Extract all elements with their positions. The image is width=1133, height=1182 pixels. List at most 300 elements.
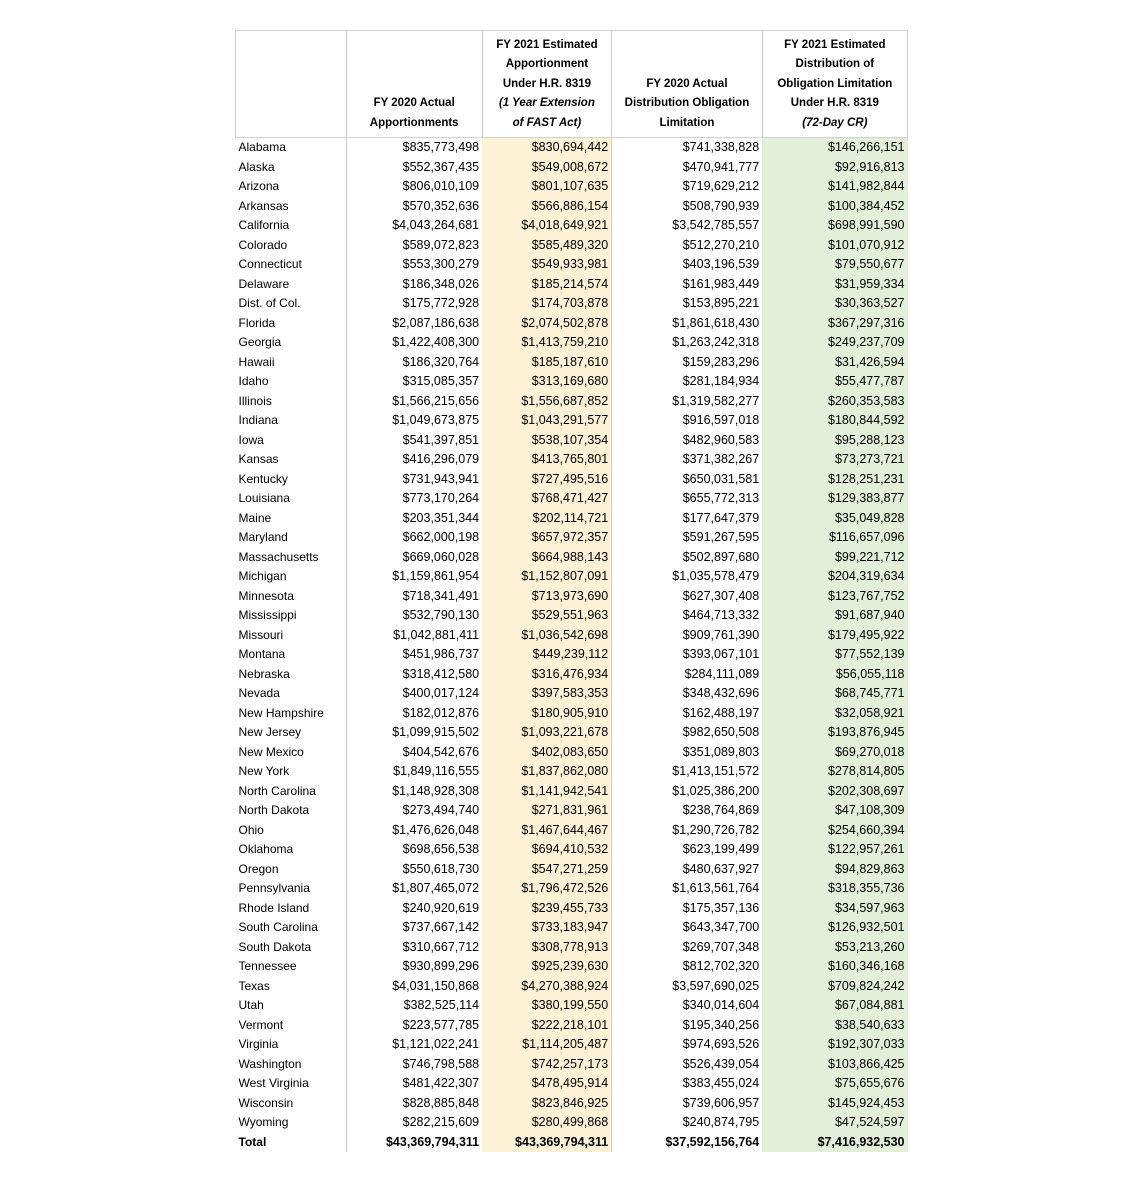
fy2020-obligation-value: $1,861,618,430 bbox=[612, 314, 762, 334]
fy2021-obligation-value: $55,477,787 bbox=[762, 372, 907, 392]
state-name: North Dakota bbox=[238, 803, 310, 817]
state-name: Oregon bbox=[238, 861, 279, 876]
fy2021-obligation-value: $92,916,813 bbox=[762, 158, 907, 178]
fy2020-apportionment-value: $186,348,026 bbox=[346, 275, 482, 295]
table-row bbox=[236, 275, 908, 295]
fy2021-obligation-value: $35,049,828 bbox=[762, 509, 907, 529]
fy2020-apportionment-value: $662,000,198 bbox=[346, 528, 482, 548]
fy2020-apportionment-value: $532,790,130 bbox=[346, 606, 482, 626]
table-row bbox=[236, 314, 908, 334]
table-row bbox=[236, 431, 908, 451]
fy2021-apportionment-value: $202,114,721 bbox=[482, 509, 612, 529]
fy2021-obligation-value: $69,270,018 bbox=[762, 743, 907, 763]
fy2021-apportionment-value: $547,271,259 bbox=[482, 860, 612, 880]
fy2021-apportionment-value: $1,467,644,467 bbox=[482, 821, 612, 841]
state-name: Dist. of Col. bbox=[238, 296, 301, 310]
state-name: Wyoming bbox=[238, 1115, 289, 1129]
fy2021-apportionment-value: $280,499,868 bbox=[482, 1113, 612, 1133]
fy2021-apportionment-value: $185,214,574 bbox=[482, 275, 612, 295]
fy2020-obligation-value: $371,382,267 bbox=[612, 450, 762, 470]
fy2021-apportionment-value: $585,489,320 bbox=[482, 236, 612, 256]
fy2021-apportionment-value: $1,036,542,698 bbox=[482, 626, 612, 646]
fy2020-obligation-value: $1,613,561,764 bbox=[612, 879, 762, 899]
header-fy2020-obligation bbox=[612, 31, 762, 138]
fy2021-obligation-value: $31,959,334 bbox=[762, 275, 907, 295]
fy2021-apportionment-value: $397,583,353 bbox=[482, 684, 612, 704]
fy2021-apportionment-value: $538,107,354 bbox=[482, 431, 612, 451]
fy2021-obligation-value: $179,495,922 bbox=[762, 626, 907, 646]
header-fy2021-apportionment bbox=[482, 31, 612, 138]
fy2020-obligation-value: $3,542,785,557 bbox=[612, 216, 762, 236]
fy2021-apportionment-value: $742,257,173 bbox=[482, 1055, 612, 1075]
header-line: Apportionment bbox=[505, 58, 589, 70]
fy2020-apportionment-value: $240,920,619 bbox=[346, 899, 482, 919]
fy2020-apportionment-value: $1,148,928,308 bbox=[346, 782, 482, 802]
fy2021-obligation-value: $38,540,633 bbox=[762, 1016, 907, 1036]
fy2021-apportionment-value: $1,796,472,526 bbox=[482, 879, 612, 899]
fy2021-apportionment-value: $694,410,532 bbox=[482, 840, 612, 860]
fy2021-apportionment-value: $449,239,112 bbox=[482, 645, 612, 665]
state-name: Arizona bbox=[238, 179, 280, 193]
fy2020-obligation-value: $269,707,348 bbox=[612, 938, 762, 958]
fy2020-apportionment-value: $773,170,264 bbox=[346, 489, 482, 509]
fy2020-apportionment-value: $416,296,079 bbox=[346, 450, 482, 470]
table-row bbox=[236, 723, 908, 743]
fy2020-obligation-value: $739,606,957 bbox=[612, 1094, 762, 1114]
fy2020-obligation-value: $393,067,101 bbox=[612, 645, 762, 665]
fy2021-apportionment-value: $4,018,649,921 bbox=[482, 216, 612, 236]
fy2020-apportionment-value: $1,121,022,241 bbox=[346, 1035, 482, 1055]
fy2021-apportionment-value: $478,495,914 bbox=[482, 1074, 612, 1094]
fy2020-obligation-value: $284,111,089 bbox=[612, 665, 762, 685]
fy2021-apportionment-value: $402,083,650 bbox=[482, 743, 612, 763]
header-line: FY 2021 Estimated bbox=[496, 38, 598, 51]
fy2020-apportionment-value: $553,300,279 bbox=[346, 255, 482, 275]
fy2021-apportionment-value: $713,973,690 bbox=[482, 587, 612, 607]
fy2021-obligation-value: $249,237,709 bbox=[762, 333, 907, 353]
table-row bbox=[236, 879, 908, 899]
fy2020-obligation-value: $1,413,151,572 bbox=[612, 762, 762, 782]
fy2020-apportionment-value: $400,017,124 bbox=[346, 684, 482, 704]
fy2020-apportionment-value: $382,525,114 bbox=[346, 996, 482, 1016]
state-name: Colorado bbox=[238, 237, 288, 252]
table-row bbox=[236, 626, 908, 646]
fy2020-obligation-value: $153,895,221 bbox=[612, 294, 762, 314]
fy2021-apportionment-value: $657,972,357 bbox=[482, 528, 612, 548]
fy2020-obligation-value: $403,196,539 bbox=[612, 255, 762, 275]
fy2021-obligation-value: $47,524,597 bbox=[762, 1113, 907, 1133]
fy2020-obligation-value: $348,432,696 bbox=[612, 684, 762, 704]
table-row bbox=[236, 138, 908, 158]
fy2021-apportionment-value: $239,455,733 bbox=[482, 899, 612, 919]
fy2020-obligation-value: $502,897,680 bbox=[612, 548, 762, 568]
fy2020-obligation-value: $480,637,927 bbox=[612, 860, 762, 880]
table-row bbox=[236, 470, 908, 490]
fy2020-apportionment-value: $310,667,712 bbox=[346, 938, 482, 958]
fy2021-obligation-value: $31,426,594 bbox=[762, 353, 907, 373]
fy2021-obligation-value: $260,353,583 bbox=[762, 392, 907, 412]
fy2021-apportionment-value: $1,152,807,091 bbox=[482, 567, 612, 587]
state-name: Connecticut bbox=[238, 257, 302, 271]
fy2020-apportionment-value: $203,351,344 bbox=[346, 509, 482, 529]
table-row bbox=[236, 762, 908, 782]
table-row bbox=[236, 528, 908, 548]
table-row bbox=[236, 255, 908, 275]
fy2021-apportionment-value: $1,093,221,678 bbox=[482, 723, 612, 743]
state-name: South Carolina bbox=[238, 920, 318, 934]
table-row bbox=[236, 743, 908, 763]
fy2020-apportionment-value: $1,807,465,072 bbox=[346, 879, 482, 899]
fy2020-obligation-value: $591,267,595 bbox=[612, 528, 762, 548]
fy2021-obligation-value: $122,957,261 bbox=[762, 840, 907, 860]
table-row bbox=[236, 704, 908, 724]
total-label: Total bbox=[238, 1134, 267, 1149]
fy2020-apportionment-value: $731,943,941 bbox=[346, 470, 482, 490]
fy2021-apportionment-value: $413,765,801 bbox=[482, 450, 612, 470]
header-line: (72-Day CR) bbox=[802, 116, 868, 129]
fy2021-obligation-value: $204,319,634 bbox=[762, 567, 907, 587]
table-row bbox=[236, 957, 908, 977]
fy2020-apportionment-value: $1,566,215,656 bbox=[346, 392, 482, 412]
fy2020-obligation-value: $1,035,578,479 bbox=[612, 567, 762, 587]
fy2020-obligation-value: $161,983,449 bbox=[612, 275, 762, 295]
fy2020-apportionment-value: $282,215,609 bbox=[346, 1113, 482, 1133]
fy2021-obligation-value: $94,829,863 bbox=[762, 860, 907, 880]
fy2020-apportionment-value: $930,899,296 bbox=[346, 957, 482, 977]
fy2020-obligation-value: $812,702,320 bbox=[612, 957, 762, 977]
table-row bbox=[236, 918, 908, 938]
fy2020-obligation-value: $159,283,296 bbox=[612, 353, 762, 373]
fy2020-apportionment-value: $223,577,785 bbox=[346, 1016, 482, 1036]
state-name: Wisconsin bbox=[238, 1095, 294, 1110]
fy2020-apportionment-value: $550,618,730 bbox=[346, 860, 482, 880]
fy2020-obligation-value: $1,263,242,318 bbox=[612, 333, 762, 353]
fy2021-apportionment-value: $271,831,961 bbox=[482, 801, 612, 821]
fy2020-apportionment-value: $698,656,538 bbox=[346, 840, 482, 860]
state-name: Pennsylvania bbox=[238, 881, 310, 895]
state-name: Nevada bbox=[238, 686, 280, 700]
state-name: Delaware bbox=[238, 276, 290, 291]
fy2021-apportionment-value: $549,933,981 bbox=[482, 255, 612, 275]
state-name: Washington bbox=[238, 1056, 302, 1071]
state-name: Vermont bbox=[238, 1017, 284, 1032]
fy2020-obligation-value: $526,439,054 bbox=[612, 1055, 762, 1075]
table-row bbox=[236, 509, 908, 529]
fy2021-apportionment-value: $727,495,516 bbox=[482, 470, 612, 490]
state-name: California bbox=[238, 218, 290, 232]
state-name: Texas bbox=[238, 978, 270, 993]
fy2021-apportionment-value: $823,846,925 bbox=[482, 1094, 612, 1114]
header-line: Under H.R. 8319 bbox=[790, 97, 879, 109]
fy2021-obligation-value: $160,346,168 bbox=[762, 957, 907, 977]
table-row bbox=[236, 333, 908, 353]
fy2021-obligation-value: $709,824,242 bbox=[762, 977, 907, 997]
fy2020-obligation-value: $340,014,604 bbox=[612, 996, 762, 1016]
state-name: New Mexico bbox=[238, 744, 304, 759]
table-row bbox=[236, 587, 908, 607]
table-row bbox=[236, 1035, 908, 1055]
fy2021-obligation-value: $318,355,736 bbox=[762, 879, 907, 899]
fy2021-apportionment-value: $1,114,205,487 bbox=[482, 1035, 612, 1055]
state-name: South Dakota bbox=[238, 939, 312, 954]
fy2020-apportionment-value: $669,060,028 bbox=[346, 548, 482, 568]
fy2020-obligation-value: $909,761,390 bbox=[612, 626, 762, 646]
table-row bbox=[236, 938, 908, 958]
fy2021-obligation-value: $146,266,151 bbox=[762, 138, 907, 158]
fy2020-obligation-value: $623,199,499 bbox=[612, 840, 762, 860]
fy2021-obligation-value: $75,655,676 bbox=[762, 1074, 907, 1094]
table-row bbox=[236, 216, 908, 236]
header-state bbox=[236, 31, 347, 138]
table-row bbox=[236, 1016, 908, 1036]
fy2021-apportionment-value: $1,141,942,541 bbox=[482, 782, 612, 802]
state-name: Alabama bbox=[236, 138, 347, 158]
fy2021-obligation-value: $180,844,592 bbox=[762, 411, 907, 431]
fy2020-obligation-value: $916,597,018 bbox=[612, 411, 762, 431]
state-name: Georgia bbox=[238, 335, 282, 349]
fy2021-apportionment-value: $313,169,680 bbox=[482, 372, 612, 392]
fy2021-apportionment-value: $566,886,154 bbox=[482, 197, 612, 217]
total-fy2020-apportionment-value: $43,369,794,311 bbox=[346, 1133, 482, 1153]
fy2021-obligation-value: $101,070,912 bbox=[762, 236, 907, 256]
header-line: (1 Year Extension bbox=[498, 97, 595, 109]
state-name: Massachusetts bbox=[238, 549, 319, 564]
state-name: Idaho bbox=[238, 374, 269, 388]
fy2020-apportionment-value: $1,476,626,048 bbox=[346, 821, 482, 841]
fy2020-obligation-value: $508,790,939 bbox=[612, 197, 762, 217]
fy2020-obligation-value: $383,455,024 bbox=[612, 1074, 762, 1094]
fy2020-apportionment-value: $481,422,307 bbox=[346, 1074, 482, 1094]
fy2021-apportionment-value: $1,837,862,080 bbox=[482, 762, 612, 782]
fy2021-obligation-value: $698,991,590 bbox=[762, 216, 907, 236]
fy2020-obligation-value: $655,772,313 bbox=[612, 489, 762, 509]
fy2021-obligation-value: $79,550,677 bbox=[762, 255, 907, 275]
table-row bbox=[236, 899, 908, 919]
table-row bbox=[236, 860, 908, 880]
fy2021-obligation-value: $141,982,844 bbox=[762, 177, 907, 197]
state-name: West Virginia bbox=[238, 1076, 309, 1090]
fy2020-apportionment-value: $1,422,408,300 bbox=[346, 333, 482, 353]
table-row bbox=[236, 782, 908, 802]
fy2020-obligation-value: $175,357,136 bbox=[612, 899, 762, 919]
fy2020-obligation-value: $482,960,583 bbox=[612, 431, 762, 451]
fy2020-obligation-value: $470,941,777 bbox=[612, 158, 762, 178]
state-name: Mississippi bbox=[238, 608, 297, 622]
table-row bbox=[236, 158, 908, 178]
fy2020-apportionment-value: $737,667,142 bbox=[346, 918, 482, 938]
fy2021-obligation-value: $116,657,096 bbox=[762, 528, 907, 548]
fy2021-obligation-value: $367,297,316 bbox=[762, 314, 907, 334]
header-line: FY 2020 Actual bbox=[373, 97, 455, 109]
table-row bbox=[236, 548, 908, 568]
state-name: Arkansas bbox=[238, 198, 289, 213]
state-name: Illinois bbox=[238, 393, 272, 408]
table-row bbox=[236, 1113, 908, 1133]
fy2021-obligation-value: $129,383,877 bbox=[762, 489, 907, 509]
state-name: Maine bbox=[238, 510, 272, 525]
fy2020-obligation-value: $177,647,379 bbox=[612, 509, 762, 529]
fy2021-obligation-value: $53,213,260 bbox=[762, 938, 907, 958]
fy2020-apportionment-value: $835,773,498 bbox=[346, 138, 482, 158]
fy2021-obligation-value: $99,221,712 bbox=[762, 548, 907, 568]
fy2021-obligation-value: $68,745,771 bbox=[762, 684, 907, 704]
fy2021-obligation-value: $103,866,425 bbox=[762, 1055, 907, 1075]
header-line: FY 2020 Actual bbox=[646, 77, 728, 90]
state-name: Hawaii bbox=[238, 354, 275, 369]
fy2020-apportionment-value: $828,885,848 bbox=[346, 1094, 482, 1114]
state-name: New York bbox=[238, 764, 290, 778]
fy2020-apportionment-value: $186,320,764 bbox=[346, 353, 482, 373]
table-row bbox=[236, 606, 908, 626]
fy2021-apportionment-value: $664,988,143 bbox=[482, 548, 612, 568]
fy2020-apportionment-value: $175,772,928 bbox=[346, 294, 482, 314]
fy2021-obligation-value: $47,108,309 bbox=[762, 801, 907, 821]
fy2020-apportionment-value: $1,049,673,875 bbox=[346, 411, 482, 431]
fy2021-obligation-value: $192,307,033 bbox=[762, 1035, 907, 1055]
fy2021-apportionment-value: $768,471,427 bbox=[482, 489, 612, 509]
state-name: Minnesota bbox=[238, 588, 294, 603]
fy2021-apportionment-value: $316,476,934 bbox=[482, 665, 612, 685]
table-row bbox=[236, 977, 908, 997]
state-name: Kansas bbox=[238, 452, 279, 466]
header-row bbox=[236, 31, 908, 138]
state-name: Indiana bbox=[238, 413, 278, 427]
fy2021-obligation-value: $145,924,453 bbox=[762, 1094, 907, 1114]
header-line: FY 2021 Estimated bbox=[784, 38, 886, 51]
state-name: New Hampshire bbox=[238, 705, 324, 720]
table-row bbox=[236, 353, 908, 373]
fy2021-apportionment-value: $1,556,687,852 bbox=[482, 392, 612, 412]
fy2020-obligation-value: $162,488,197 bbox=[612, 704, 762, 724]
fy2020-obligation-value: $741,338,828 bbox=[612, 138, 762, 158]
fy2021-apportionment-value: $830,694,442 bbox=[482, 138, 612, 158]
state-name: Ohio bbox=[238, 822, 264, 837]
fy2021-apportionment-value: $1,413,759,210 bbox=[482, 333, 612, 353]
fy2020-obligation-value: $351,089,803 bbox=[612, 743, 762, 763]
fy2020-obligation-value: $982,650,508 bbox=[612, 723, 762, 743]
table-row bbox=[236, 1094, 908, 1114]
fy2021-obligation-value: $34,597,963 bbox=[762, 899, 907, 919]
fy2020-apportionment-value: $718,341,491 bbox=[346, 587, 482, 607]
table-row bbox=[236, 197, 908, 217]
state-name: Oklahoma bbox=[238, 842, 294, 856]
total-fy2020-obligation-value: $37,592,156,764 bbox=[612, 1133, 762, 1153]
fy2020-obligation-value: $650,031,581 bbox=[612, 470, 762, 490]
fy2020-obligation-value: $281,184,934 bbox=[612, 372, 762, 392]
fy2021-apportionment-value: $185,187,610 bbox=[482, 353, 612, 373]
total-fy2021-apportionment-value: $43,369,794,311 bbox=[482, 1133, 612, 1153]
table-row bbox=[236, 1074, 908, 1094]
header-line: of FAST Act) bbox=[512, 116, 582, 129]
state-name: Alaska bbox=[238, 159, 275, 174]
fy2020-apportionment-value: $1,099,915,502 bbox=[346, 723, 482, 743]
fy2020-apportionment-value: $4,043,264,681 bbox=[346, 216, 482, 236]
fy2021-apportionment-value: $801,107,635 bbox=[482, 177, 612, 197]
state-name: New Jersey bbox=[238, 725, 302, 739]
fy2021-apportionment-value: $222,218,101 bbox=[482, 1016, 612, 1036]
fy2021-obligation-value: $254,660,394 bbox=[762, 821, 907, 841]
fy2021-obligation-value: $77,552,139 bbox=[762, 645, 907, 665]
fy2021-apportionment-value: $925,239,630 bbox=[482, 957, 612, 977]
header-line: Under H.R. 8319 bbox=[502, 77, 592, 90]
fy2021-apportionment-value: $4,270,388,924 bbox=[482, 977, 612, 997]
state-name: Florida bbox=[238, 315, 276, 330]
fy2020-apportionment-value: $570,352,636 bbox=[346, 197, 482, 217]
table-row bbox=[236, 645, 908, 665]
total-fy2021-obligation-value: $7,416,932,530 bbox=[762, 1133, 907, 1153]
table-row bbox=[236, 821, 908, 841]
fy2021-obligation-value: $123,767,752 bbox=[762, 587, 907, 607]
header-line: Distribution of bbox=[795, 58, 875, 70]
state-name: Virginia bbox=[238, 1037, 279, 1051]
state-name: Iowa bbox=[238, 432, 264, 447]
header-fy2021-obligation bbox=[762, 31, 907, 138]
fy2020-apportionment-value: $806,010,109 bbox=[346, 177, 482, 197]
fy2021-obligation-value: $73,273,721 bbox=[762, 450, 907, 470]
header-line: Limitation bbox=[659, 116, 715, 129]
fy2021-obligation-value: $30,363,527 bbox=[762, 294, 907, 314]
header-fy2020-apportionments bbox=[346, 31, 482, 138]
table-row bbox=[236, 372, 908, 392]
fy2020-obligation-value: $1,025,386,200 bbox=[612, 782, 762, 802]
fy2020-obligation-value: $195,340,256 bbox=[612, 1016, 762, 1036]
state-name: Missouri bbox=[238, 627, 284, 642]
state-name: Michigan bbox=[238, 569, 287, 583]
table-row bbox=[236, 294, 908, 314]
fy2020-obligation-value: $3,597,690,025 bbox=[612, 977, 762, 997]
fy2020-apportionment-value: $451,986,737 bbox=[346, 645, 482, 665]
fy2021-obligation-value: $91,687,940 bbox=[762, 606, 907, 626]
fy2020-obligation-value: $1,290,726,782 bbox=[612, 821, 762, 841]
fy2020-obligation-value: $240,874,795 bbox=[612, 1113, 762, 1133]
fy2021-apportionment-value: $733,183,947 bbox=[482, 918, 612, 938]
table-row bbox=[236, 801, 908, 821]
fy2021-obligation-value: $278,814,805 bbox=[762, 762, 907, 782]
header-line: Apportionments bbox=[369, 116, 459, 129]
fy2020-obligation-value: $719,629,212 bbox=[612, 177, 762, 197]
fy2020-apportionment-value: $589,072,823 bbox=[346, 236, 482, 256]
fy2020-obligation-value: $238,764,869 bbox=[612, 801, 762, 821]
fy2021-apportionment-value: $1,043,291,577 bbox=[482, 411, 612, 431]
fy2020-apportionment-value: $315,085,357 bbox=[346, 372, 482, 392]
table-row bbox=[236, 392, 908, 412]
fy2020-apportionment-value: $541,397,851 bbox=[346, 431, 482, 451]
table-row bbox=[236, 177, 908, 197]
state-name: Montana bbox=[238, 647, 286, 661]
state-name: Maryland bbox=[238, 530, 288, 544]
table-row bbox=[236, 840, 908, 860]
table-row bbox=[236, 489, 908, 509]
table-row bbox=[236, 665, 908, 685]
fy2021-obligation-value: $32,058,921 bbox=[762, 704, 907, 724]
funding-table bbox=[235, 30, 908, 1152]
fy2021-obligation-value: $126,932,501 bbox=[762, 918, 907, 938]
fy2021-apportionment-value: $380,199,550 bbox=[482, 996, 612, 1016]
fy2020-obligation-value: $627,307,408 bbox=[612, 587, 762, 607]
fy2020-apportionment-value: $2,087,186,638 bbox=[346, 314, 482, 334]
header-line: Distribution Obligation bbox=[624, 97, 750, 109]
fy2021-obligation-value: $128,251,231 bbox=[762, 470, 907, 490]
fy2021-obligation-value: $56,055,118 bbox=[762, 665, 907, 685]
state-name: Nebraska bbox=[238, 666, 290, 681]
fy2021-apportionment-value: $180,905,910 bbox=[482, 704, 612, 724]
fy2020-apportionment-value: $318,412,580 bbox=[346, 665, 482, 685]
fy2021-obligation-value: $95,288,123 bbox=[762, 431, 907, 451]
fy2020-obligation-value: $643,347,700 bbox=[612, 918, 762, 938]
fy2020-apportionment-value: $273,494,740 bbox=[346, 801, 482, 821]
state-name: North Carolina bbox=[238, 783, 316, 798]
fy2020-obligation-value: $464,713,332 bbox=[612, 606, 762, 626]
